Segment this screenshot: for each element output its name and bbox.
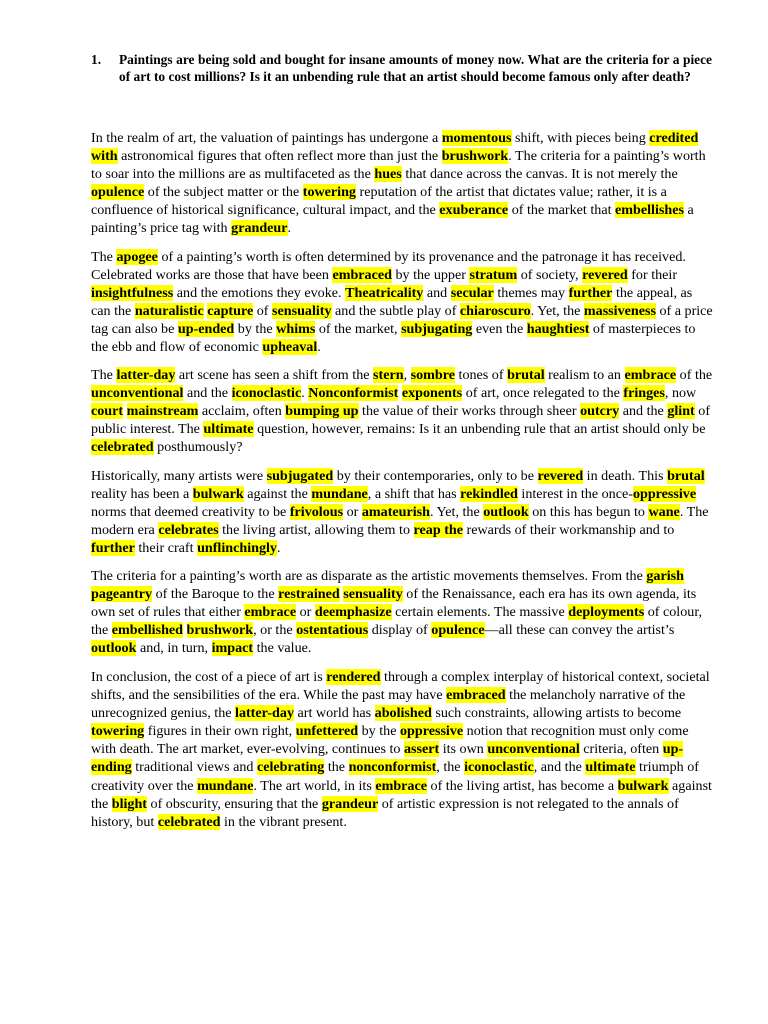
highlighted-term: pageantry bbox=[91, 586, 153, 603]
paragraph-6: In conclusion, the cost of a piece of art is rendered through a complex interplay of historical context, societal shifts, and the sensibilities of the era. While the past may have embraced the melancholy narrative of the unrecognized genius, the latter-day art world has abolished such constraints, allowing artists to become towering figures in their own right, unfettered by the oppressive notion that recognition must only come with death. The art market, ever-evolving, continues to assert its own unconventional criteria, often up-ending traditional views and celebrating the nonconformist, the iconoclastic, and the ultimate triumph of creativity over the mundane. The art world, in its embrace of the living artist, has become a bulwark against the blight of obscurity, ensuring that the grandeur of artistic expression is not relegated to the annals of history, but celebrated in the vibrant present. bbox=[91, 669, 712, 830]
question-heading bbox=[91, 51, 712, 85]
highlighted-term: iconoclastic bbox=[464, 759, 534, 776]
highlighted-term: latter-day bbox=[235, 705, 294, 722]
highlighted-term: stern bbox=[373, 367, 404, 383]
highlighted-term: revered bbox=[582, 267, 628, 284]
highlighted-term: nonconformist bbox=[348, 759, 437, 776]
highlighted-term: outlook bbox=[483, 504, 529, 521]
highlighted-term: rendered bbox=[326, 669, 381, 685]
highlighted-term: ostentatious bbox=[296, 622, 369, 639]
highlighted-term: outcry bbox=[580, 403, 620, 420]
paragraph-5: The criteria for a painting’s worth are as disparate as the artistic movements themselves. From the garish pageantry of the Baroque to the restrained sensuality of the Renaissance, each era has its own agenda, its own set of rules that either embrace or deemphasize certain elements. The massive deployments of colour, the embellished brushwork, or the ostentatious display of opulence—all these can convey the artist’s outlook and, in turn, impact the value. bbox=[91, 568, 702, 657]
highlighted-term: oppressive bbox=[632, 486, 697, 503]
highlighted-term: fringes bbox=[623, 385, 665, 402]
highlighted-term: rekindled bbox=[460, 486, 518, 503]
highlighted-term: brushwork bbox=[186, 622, 254, 639]
highlighted-term: celebrates bbox=[158, 522, 219, 539]
highlighted-term: ultimate bbox=[203, 421, 254, 438]
highlighted-term: deemphasize bbox=[314, 604, 392, 621]
highlighted-term: exuberance bbox=[439, 202, 509, 219]
highlighted-term: garish bbox=[646, 568, 684, 584]
highlighted-term: revered bbox=[537, 468, 584, 484]
highlighted-term: latter-day bbox=[116, 367, 176, 383]
highlighted-term: stratum bbox=[469, 267, 518, 284]
highlighted-term: up-ending bbox=[91, 741, 684, 776]
highlighted-term: opulence bbox=[431, 622, 485, 639]
highlighted-term: embraced bbox=[332, 267, 392, 284]
highlighted-term: embrace bbox=[375, 777, 427, 794]
highlighted-term: blight bbox=[111, 795, 147, 812]
highlighted-term: credited with bbox=[91, 130, 699, 165]
highlighted-term: unconventional bbox=[487, 741, 580, 758]
highlighted-term: further bbox=[91, 540, 135, 557]
highlighted-term: sensuality bbox=[343, 586, 403, 603]
highlighted-term: massiveness bbox=[583, 303, 656, 320]
highlighted-term: wane bbox=[648, 504, 680, 521]
highlighted-term: bulwark bbox=[617, 777, 669, 794]
highlighted-term: mainstream bbox=[126, 403, 199, 420]
highlighted-term: iconoclastic bbox=[231, 385, 302, 402]
highlighted-term: mundane bbox=[311, 486, 368, 503]
highlighted-term: ultimate bbox=[585, 759, 636, 776]
highlighted-term: towering bbox=[91, 723, 145, 740]
highlighted-term: up-ended bbox=[177, 321, 235, 338]
highlighted-term: deployments bbox=[568, 604, 645, 621]
highlighted-term: court bbox=[91, 403, 124, 420]
highlighted-term: naturalistic bbox=[134, 303, 204, 320]
highlighted-term: towering bbox=[302, 184, 356, 201]
highlighted-term: grandeur bbox=[231, 220, 288, 237]
highlighted-term: impact bbox=[211, 640, 254, 657]
highlighted-term: brushwork bbox=[441, 148, 509, 165]
highlighted-term: sombre bbox=[410, 367, 455, 383]
highlighted-term: Nonconformist bbox=[308, 385, 399, 402]
highlighted-term: chiaroscuro bbox=[459, 303, 531, 320]
highlighted-term: opulence bbox=[91, 184, 145, 201]
paragraph-1: In the realm of art, the valuation of paintings has undergone a momentous shift, with pieces being credited with astronomical figures that often reflect more than just the brushwork. The criteria for a painting’s worth to soar into the millions are as multifaceted as the hues that dance across the canvas. It is not merely the opulence of the subject matter or the towering reputation of the artist that dictates value; rather, it is a confluence of historical significance, cultural impact, and the exuberance of the market that embellishes a painting’s price tag with grandeur. bbox=[91, 130, 706, 237]
highlighted-term: unflinchingly bbox=[197, 540, 277, 557]
highlighted-term: unfettered bbox=[295, 723, 359, 740]
question-text: Paintings are being sold and bought for insane amounts of money now. What are the criteria for a piece of art to cost millions? Is it an unbending rule that an artist should become famous only after death? bbox=[119, 52, 712, 84]
highlighted-term: embraced bbox=[446, 687, 506, 704]
highlighted-term: embellished bbox=[111, 622, 184, 639]
highlighted-term: subjugating bbox=[401, 321, 473, 338]
paragraph-2: The apogee of a painting’s worth is often determined by its provenance and the patronage it has received. Celebrated works are those that have been embraced by the upper stratum of society, revered for their insightfulness and the emotions they evoke. Theatricality and secular themes may further the appeal, as can the naturalistic capture of sensuality and the subtle play of chiaroscuro. Yet, the massiveness of a price tag can also be up-ended by the whims of the market, subjugating even the haughtiest of masterpieces to the ebb and flow of economic upheaval. bbox=[91, 249, 713, 356]
highlighted-term: celebrated bbox=[91, 439, 154, 456]
highlighted-term: amateurish bbox=[361, 504, 430, 521]
highlighted-term: bumping up bbox=[285, 403, 359, 420]
highlighted-term: capture bbox=[207, 303, 254, 320]
highlighted-term: whims bbox=[276, 321, 316, 338]
paragraph-4: Historically, many artists were subjugated by their contemporaries, only to be revered in death. This brutal reality has been a bulwark against the mundane, a shift that has rekindled interest in the once-oppressive norms that deemed creativity to be frivolous or amateurish. Yet, the outlook on this has begun to wane. The modern era celebrates the living artist, allowing them to reap the rewards of their workmanship and to further their craft unflinchingly. bbox=[91, 468, 709, 557]
highlighted-term: bulwark bbox=[192, 486, 244, 503]
highlighted-term: Theatricality bbox=[345, 285, 424, 302]
highlighted-term: oppressive bbox=[399, 723, 464, 740]
highlighted-term: brutal bbox=[507, 367, 545, 383]
highlighted-term: brutal bbox=[667, 468, 705, 484]
highlighted-term: restrained bbox=[278, 586, 340, 603]
highlighted-term: celebrated bbox=[157, 813, 221, 830]
highlighted-term: insightfulness bbox=[91, 285, 174, 302]
highlighted-term: hues bbox=[374, 166, 402, 183]
highlighted-term: subjugated bbox=[266, 468, 334, 484]
highlighted-term: apogee bbox=[116, 249, 158, 265]
highlighted-term: outlook bbox=[91, 640, 137, 657]
highlighted-term: abolished bbox=[374, 705, 432, 722]
highlighted-term: exponents bbox=[401, 385, 463, 402]
paragraph-3: The latter-day art scene has seen a shift from the stern, sombre tones of brutal realism to an embrace of the unconventional and the iconoclastic. Nonconformist exponents of art, once relegated to the fringes, now court mainstream acclaim, often bumping up the value of their works through sheer outcry and the glint of public interest. The ultimate question, however, remains: Is it an unbending rule that an artist should only be celebrated posthumously? bbox=[91, 367, 713, 456]
highlighted-term: upheaval bbox=[262, 339, 318, 356]
highlighted-term: secular bbox=[450, 285, 494, 302]
highlighted-term: reap the bbox=[413, 522, 463, 539]
highlighted-term: mundane bbox=[197, 777, 254, 794]
highlighted-term: further bbox=[568, 285, 613, 302]
highlighted-term: sensuality bbox=[272, 303, 332, 320]
highlighted-term: unconventional bbox=[91, 385, 184, 402]
highlighted-term: haughtiest bbox=[526, 321, 590, 338]
highlighted-term: embrace bbox=[624, 367, 677, 383]
question-number: 1. bbox=[91, 52, 102, 67]
highlighted-term: celebrating bbox=[256, 759, 325, 776]
highlighted-term: grandeur bbox=[321, 795, 379, 812]
highlighted-term: frivolous bbox=[289, 504, 344, 521]
highlighted-term: embellishes bbox=[615, 202, 684, 219]
highlighted-term: glint bbox=[667, 403, 695, 420]
highlighted-term: assert bbox=[403, 741, 440, 758]
highlighted-term: momentous bbox=[441, 130, 512, 146]
highlighted-term: embrace bbox=[244, 604, 297, 621]
